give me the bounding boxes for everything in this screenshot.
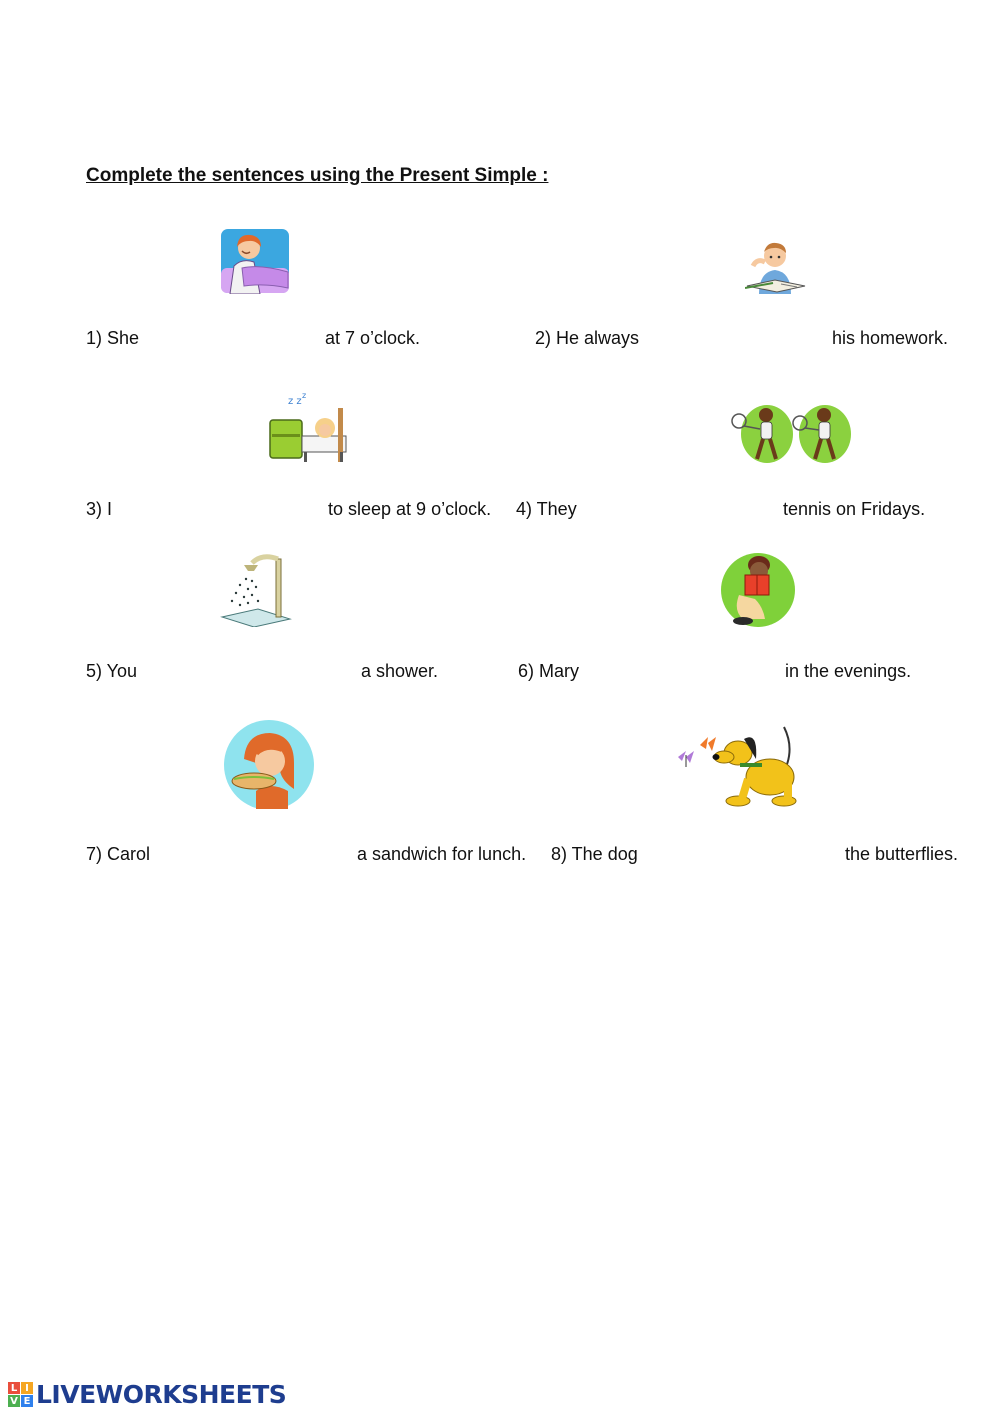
children-playing-tennis-icon (730, 403, 852, 465)
answer-4-input[interactable] (588, 495, 784, 521)
sentence-6-start: 6) Mary (518, 661, 580, 681)
worksheet-title: Complete the sentences using the Present Simple : (86, 165, 549, 186)
dog-chasing-butterflies-icon (672, 717, 808, 809)
shower-icon (218, 553, 294, 627)
sentence-8-end: the butterflies. (845, 844, 959, 864)
sentence-3-end: to sleep at 9 o’clock. (328, 499, 492, 519)
sentence-7-start: 7) Carol (86, 844, 151, 864)
answer-6-input[interactable] (590, 657, 786, 683)
sentence-1-start: 1) She (86, 328, 140, 348)
liveworksheets-logo (8, 1380, 286, 1409)
answer-7-input[interactable] (160, 840, 356, 866)
sentence-2-end: his homework. (832, 328, 949, 348)
sentence-4-start: 4) They (516, 499, 577, 519)
sentence-8-start: 8) The dog (551, 844, 638, 864)
sentence-7-end: a sandwich for lunch. (357, 844, 527, 864)
sentence-6-end: in the evenings. (785, 661, 912, 681)
logo-letter: V (8, 1395, 20, 1407)
sentence-5-start: 5) You (86, 661, 138, 681)
child-sleeping-in-bed-icon (268, 390, 348, 464)
answer-2-input[interactable] (655, 324, 833, 350)
logo-text: LIVEWORKSHEETS (36, 1380, 287, 1409)
answer-3-input[interactable] (120, 495, 328, 521)
logo-letter: E (21, 1395, 33, 1407)
logo-letter: I (21, 1382, 33, 1394)
svg-text:z: z (302, 391, 307, 400)
boy-doing-homework-icon (745, 236, 807, 294)
sentence-2-start: 2) He always (535, 328, 640, 348)
girl-waking-up-icon (220, 228, 290, 294)
answer-1-input[interactable] (150, 324, 323, 350)
girl-eating-sandwich-icon (222, 719, 316, 809)
answer-8-input[interactable] (648, 840, 844, 866)
girl-reading-book-icon (719, 551, 797, 629)
logo-mark-icon (8, 1382, 33, 1407)
svg-text:z z: z z (288, 396, 302, 407)
sentence-3-start: 3) I (86, 499, 113, 519)
logo-letter: L (8, 1382, 20, 1394)
sentence-1-end: at 7 o’clock. (325, 328, 421, 348)
answer-5-input[interactable] (150, 657, 358, 683)
sentence-5-end: a shower. (361, 661, 439, 681)
sentence-4-end: tennis on Fridays. (783, 499, 926, 519)
